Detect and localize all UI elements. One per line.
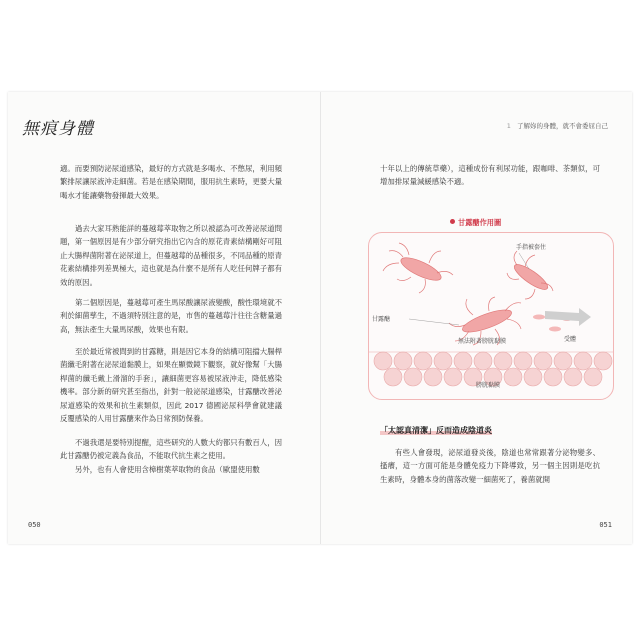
left-paragraph-3: 第二個原因是，蔓越莓可產生馬尿酸讓尿液變酸，酸性環境就不利於細菌孳生，不過須特別注意的是，市售的蔓越莓汁往往含糖量過高，無法產生大量馬尿酸，效果也有限。 <box>60 298 282 334</box>
book-gutter <box>320 92 321 544</box>
label-mannose: 甘露醣 <box>372 316 391 323</box>
section-heading: 「太認真清潔」反而造成陰道炎 <box>380 426 492 435</box>
diagram-title: 甘露醣作用圖 <box>450 218 501 228</box>
chapter-title: 了解妳的身體，就不會委屈自己 <box>517 122 608 130</box>
diagram-illustration <box>369 233 613 399</box>
right-page-number: 051 <box>599 521 612 529</box>
mannose-diagram <box>368 232 614 400</box>
bacteria-icon <box>383 243 553 345</box>
left-paragraph-6: 另外，也有人會使用含樟樹葉萃取物的食品（歐盟使用數 <box>75 465 260 474</box>
right-paragraph-2: 有些人會發現，泌尿道發炎後，陰道也常常跟著分泌物變多、搔癢，這一方面可能是身體免疫力下降導致，另一個主因則是吃抗生素時，身體本身的菌落改變一細菌死了，養菌就開 <box>380 448 600 484</box>
chapter-number: 1 <box>506 122 511 130</box>
left-paragraph-4: 至於最近常被問到的甘露糖，則是因它本身的結構可阻擋大腸桿菌纖毛附著在泌尿道黏膜上，如果在顯微鏡下觀察，就好像幫「大腸桿菌的纖毛戴上滑溜的手套」，讓細菌更容易被尿液沖走，降低感染機率。部分新的研究甚至指出，針對一般泌尿道感染，甘露醣改善泌尿道感染的效果和抗生素類似，因此 2017 德國泌尿科學會就建議反覆感染的人用甘露醣來作為日常預防保養。 <box>60 347 282 424</box>
book-brand-logo: 無痕身體 <box>22 119 94 139</box>
title-dot-icon <box>450 219 455 224</box>
running-header <box>507 121 608 130</box>
flush-arrow-icon <box>545 308 591 326</box>
label-finger-glove: 手指被套住 <box>516 244 547 251</box>
right-paragraph-1: 十年以上的傳統草藥），這種成份有利尿功能，跟咖啡、茶類似，可增加排尿量減緩感染不適。 <box>380 164 600 187</box>
left-page-number: 050 <box>28 521 41 529</box>
left-paragraph-5: 不過我還是要特別提醒，這些研究的人數大約都只有數百人，因此甘露醣仍被定義為食品，不能取代抗生素之使用。 <box>60 438 282 461</box>
left-paragraph-2: 過去大家耳熟能詳的蔓越莓萃取物之所以被認為可改善泌尿道問題，第一個原因是有少部分研究指出它內含的原花青素結構剛好可阻止大腸桿菌附著在泌尿道上，但蔓越莓的品種很多，不同品種的原青花素結構排列差異極大，這也就是為什麼不是所有人吃任何牌子都有效的原因。 <box>60 224 282 287</box>
label-cannot-attach: 無法附著膀胱黏膜 <box>458 338 507 345</box>
label-receptor: 受體 <box>564 336 577 343</box>
left-paragraph-1: 適。而要預防泌尿道感染，最好的方式就是多喝水、不憋尿，利用頻繁排尿讓尿液沖走細菌。若是在感染期間，服用抗生素時，更要大量喝水才能讓藥物發揮最大效果。 <box>60 164 282 200</box>
label-bladder-mucosa: 膀胱黏膜 <box>476 382 501 389</box>
